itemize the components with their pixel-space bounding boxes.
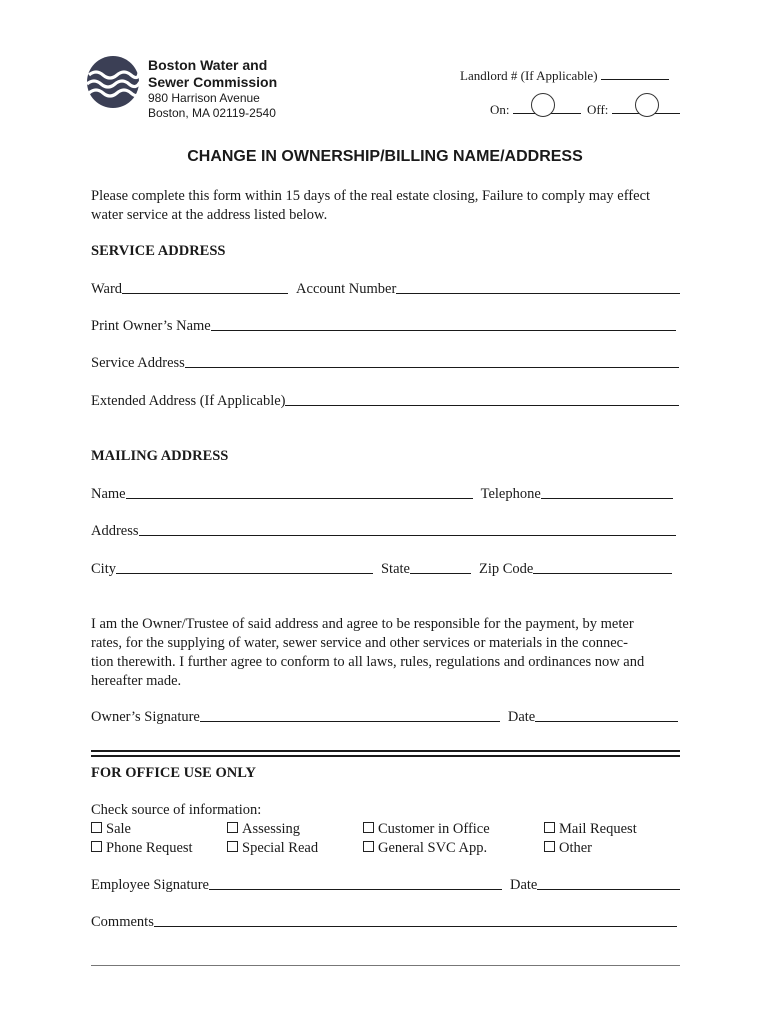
org-address-line1: 980 Harrison Avenue	[148, 91, 260, 105]
intro-line2: water service at the address listed below.	[91, 207, 328, 223]
other-label: Other	[559, 840, 593, 856]
sale-label: Sale	[106, 821, 131, 837]
agreement-line2: rates, for the supplying of water, sewer service and other services or materials in the connec-	[91, 635, 628, 651]
org-name-line1: Boston Water and	[148, 57, 268, 73]
service-address-input[interactable]	[185, 354, 679, 368]
mailing-name-input[interactable]	[126, 485, 473, 499]
owner-name-row	[91, 317, 676, 335]
comments-row	[91, 913, 677, 931]
check-source-label: Check source of information:	[91, 802, 262, 818]
org-name-line2: Sewer Commission	[148, 74, 278, 90]
mail-request-label: Mail Request	[559, 821, 637, 837]
logo	[86, 55, 140, 109]
assessing-checkbox[interactable]	[227, 822, 238, 833]
zip-code-input[interactable]	[533, 560, 672, 574]
owner-date-label: Date	[507, 709, 536, 725]
customer-in-office-checkbox[interactable]	[363, 822, 374, 833]
agreement-line4: hereafter made.	[91, 673, 182, 689]
section-divider	[91, 750, 680, 757]
agreement-line3: tion therewith. I further agree to conform to all laws, rules, regulations and ordinances now and	[91, 654, 645, 670]
telephone-label: Telephone	[480, 486, 541, 502]
city-state-zip-row	[91, 560, 672, 578]
general-svc-app-checkbox[interactable]	[363, 841, 374, 852]
assessing-label: Assessing	[242, 821, 301, 837]
off-field	[587, 100, 680, 119]
comments-input[interactable]	[154, 913, 677, 927]
special-read-checkbox[interactable]	[227, 841, 238, 852]
extended-address-row	[91, 392, 679, 410]
intro-line1: Please complete this form within 15 days of the real estate closing, Failure to comply may effect	[91, 188, 651, 204]
ward-input[interactable]	[122, 280, 288, 294]
off-label: Off:	[587, 102, 609, 117]
customer-in-office-label: Customer in Office	[378, 821, 490, 837]
mailing-name-label: Name	[91, 486, 126, 502]
employee-date-label: Date	[509, 877, 538, 893]
water-waves-logo-icon	[86, 55, 140, 109]
mail-request-checkbox[interactable]	[544, 822, 555, 833]
option-customer-in-office[interactable]	[363, 820, 490, 838]
page-title: CHANGE IN OWNERSHIP/BILLING NAME/ADDRESS	[187, 148, 583, 165]
option-sale[interactable]	[91, 820, 131, 838]
other-checkbox[interactable]	[544, 841, 555, 852]
employee-date-input[interactable]	[537, 876, 680, 890]
service-address-label: Service Address	[91, 355, 185, 371]
general-svc-app-label: General SVC App.	[378, 840, 488, 856]
mailing-address-label: Address	[91, 523, 139, 539]
option-general-svc-app[interactable]	[363, 839, 487, 857]
owner-date-input[interactable]	[535, 708, 678, 722]
owner-name-label: Print Owner’s Name	[91, 318, 211, 334]
extended-address-label: Extended Address (If Applicable)	[91, 393, 286, 409]
employee-signature-label: Employee Signature	[91, 877, 209, 893]
on-radio[interactable]	[531, 93, 555, 117]
employee-signature-input[interactable]	[209, 876, 502, 890]
off-radio[interactable]	[635, 93, 659, 117]
owner-signature-row	[91, 708, 678, 726]
agreement-line1: I am the Owner/Trustee of said address and agree to be responsible for the payment, by meter	[91, 616, 634, 632]
phone-request-checkbox[interactable]	[91, 841, 102, 852]
option-phone-request[interactable]	[91, 839, 193, 857]
option-assessing[interactable]	[227, 820, 300, 838]
city-label: City	[91, 561, 116, 577]
special-read-label: Special Read	[242, 840, 319, 856]
office-use-heading: FOR OFFICE USE ONLY	[91, 765, 257, 781]
landlord-field	[460, 66, 669, 85]
ward-label: Ward	[91, 281, 123, 297]
comments-label: Comments	[91, 914, 154, 930]
sale-checkbox[interactable]	[91, 822, 102, 833]
mailing-address-input[interactable]	[139, 522, 676, 536]
state-input[interactable]	[410, 560, 471, 574]
owner-signature-input[interactable]	[200, 708, 500, 722]
service-address-heading: SERVICE ADDRESS	[91, 243, 226, 259]
comments-extra-line[interactable]	[91, 965, 680, 966]
mailing-address-row	[91, 522, 676, 540]
landlord-number-input[interactable]	[601, 66, 669, 80]
zip-code-label: Zip Code	[478, 561, 534, 577]
phone-request-label: Phone Request	[106, 840, 193, 856]
account-number-label: Account Number	[296, 281, 397, 297]
mailing-address-heading: MAILING ADDRESS	[91, 448, 229, 464]
owner-name-input[interactable]	[211, 317, 676, 331]
option-mail-request[interactable]	[544, 820, 637, 838]
city-input[interactable]	[116, 560, 373, 574]
on-label: On:	[490, 102, 510, 117]
employee-signature-row	[91, 876, 680, 894]
landlord-label: Landlord # (If Applicable)	[460, 68, 598, 83]
account-number-input[interactable]	[396, 280, 680, 294]
service-address-row	[91, 354, 679, 372]
ward-account-row	[91, 280, 680, 298]
org-address-line2: Boston, MA 02119-2540	[148, 106, 276, 120]
owner-signature-label: Owner’s Signature	[91, 709, 200, 725]
extended-address-input[interactable]	[285, 392, 679, 406]
name-telephone-row	[91, 485, 673, 503]
option-special-read[interactable]	[227, 839, 318, 857]
telephone-input[interactable]	[541, 485, 673, 499]
state-label: State	[380, 561, 410, 577]
option-other[interactable]	[544, 839, 592, 857]
